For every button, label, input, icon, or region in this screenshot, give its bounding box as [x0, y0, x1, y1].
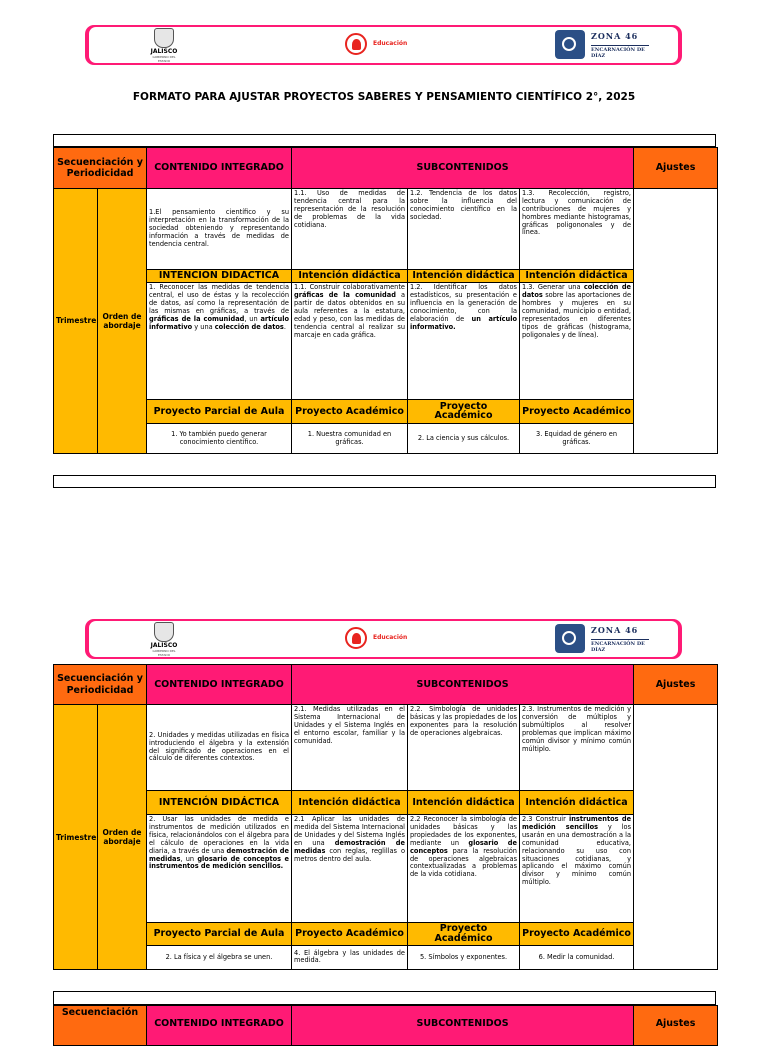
project-label: Proyecto Académico	[520, 923, 634, 946]
orden-cell: Orden de abordaje	[98, 188, 147, 453]
empty-box-top	[53, 134, 716, 147]
header-ajustes: Ajustes	[634, 1006, 718, 1046]
trimestre-cell: Trimestre	[54, 188, 98, 453]
jalisco-logo	[149, 622, 179, 657]
jalisco-logo	[149, 28, 179, 63]
subcontenido-cell: 2.2. Simbología de unidades básicas y las propiedades de los exponentes para la resolución de operaciones algebraicas.	[408, 705, 520, 791]
intent-text: 1.1. Construir colaborativamente gráficas de la comunidad a partir de datos obtenidos en su aula referentes a la estatura, edad y peso, con las medidas de tendencia central al realizar su marcaje en cada gráfica.	[292, 283, 408, 400]
project-value: 3. Equidad de género en gráficas.	[520, 424, 634, 454]
intent-label: Intención didáctica	[520, 791, 634, 815]
planning-table-3	[53, 1005, 718, 1046]
ajustes-cell	[634, 188, 718, 453]
jalisco-crest-icon	[154, 622, 174, 642]
jalisco-label: JALISCO	[150, 48, 178, 55]
header-ajustes: Ajustes	[634, 665, 718, 705]
intent-text: 2.2 Reconocer la simbología de unidades básicas y las propiedades de los exponentes, mediante un glosario de conceptos para la resolución de operaciones algebraicas contextualizadas a problemas de la vida cotidiana.	[408, 815, 520, 923]
zona-title: ZONA 46	[591, 625, 639, 635]
project-label: Proyecto Parcial de Aula	[147, 399, 292, 424]
project-value: 2. La física y el álgebra se unen.	[147, 945, 292, 969]
jalisco-sub-label: GOBIERNO DEL ESTADO	[152, 55, 176, 63]
subcontenido-cell: 2.3. Instrumentos de medición y conversión de múltiplos y submúltiplos al resolver problemas que implican máximo común divisor y mínimo común múltiplo.	[520, 705, 634, 791]
project-value: 1. Yo también puedo generar conocimiento científico.	[147, 424, 292, 454]
header-secuenciacion: Secuenciación	[54, 1006, 147, 1046]
header-ajustes: Ajustes	[634, 148, 718, 189]
subcontenido-cell: 1.2. Tendencia de los datos sobre la influencia del conocimiento científico en la sociedad.	[408, 188, 520, 269]
header-secuenciacion: Secuenciación y Periodicidad	[54, 148, 147, 189]
planning-table-2	[53, 664, 718, 970]
jalisco-crest-icon	[154, 28, 174, 48]
intent-text: 2.3 Construir instrumentos de medición sencillos y los usarán en una demostración a la comunidad educativa, relacionando su uso con situaciones cotidianas, y aplicando el máximo común divisor y mínimo común múltiplo.	[520, 815, 634, 923]
educacion-mark-icon	[345, 627, 367, 649]
empty-box-bottom	[53, 475, 716, 488]
intent-text: 1. Reconocer las medidas de tendencia central, el uso de éstas y la recolección de datos, así como la representación de las mismas en gráficas, a través de gráficas de la comunidad, un artículo informativo y una colección de datos.	[147, 283, 292, 400]
subcontenido-cell: 2.1. Medidas utilizadas en el Sistema Internacional de Unidades y el Sistema Inglés en el entorno escolar, familiar y la comunidad.	[292, 705, 408, 791]
document-title: FORMATO PARA AJUSTAR PROYECTOS SABERES Y PENSAMIENTO CIENTÍFICO 2°, 2025	[132, 91, 636, 103]
planning-table-1	[53, 147, 718, 454]
project-value: 6. Medir la comunidad.	[520, 945, 634, 969]
project-label: Proyecto Académico	[408, 399, 520, 424]
intent-label: INTENCIÓN DIDÁCTICA	[147, 269, 292, 282]
project-label: Proyecto Académico	[408, 923, 520, 946]
header-banner	[85, 619, 682, 659]
ajustes-cell	[634, 705, 718, 970]
project-value: 2. La ciencia y sus cálculos.	[408, 424, 520, 454]
intent-label: INTENCIÓN DIDÁCTICA	[147, 791, 292, 815]
zona-title: ZONA 46	[591, 31, 639, 41]
project-value: 5. Símbolos y exponentes.	[408, 945, 520, 969]
zona-seal-icon	[555, 30, 585, 59]
header-contenido: CONTENIDO INTEGRADO	[147, 148, 292, 189]
project-value: 4. El álgebra y las unidades de medida.	[292, 945, 408, 969]
intent-text: 1.3. Generar una colección de datos sobre las aportaciones de hombres y mujeres en su comunidad, municipio o entidad, representados en diferentes tipos de gráficas (histograma, poligonales y de línea).	[520, 283, 634, 400]
project-label: Proyecto Académico	[292, 923, 408, 946]
jalisco-label: JALISCO	[150, 642, 178, 649]
zona-subtitle: ENCARNACIÓN DE DÍAZ	[591, 45, 649, 59]
header-subcontenidos: SUBCONTENIDOS	[292, 1006, 634, 1046]
educacion-mark-icon	[345, 33, 367, 55]
trimestre-cell: Trimestre	[54, 705, 98, 970]
intent-text: 2. Usar las unidades de medida e instrumentos de medición utilizados en física, relacionándolos con el álgebra para el cálculo de operaciones en la vida diaria, a través de una demostración de medidas, un glosario de conceptos e instrumentos de medición sencillos.	[147, 815, 292, 923]
header-contenido: CONTENIDO INTEGRADO	[147, 665, 292, 705]
intent-text: 2.1 Aplicar las unidades de medida del Sistema Internacional de Unidades y del Sistema Inglés en una demostración de medidas con reglas, reglillas o metros dentro del aula.	[292, 815, 408, 923]
intent-label: Intención didáctica	[408, 269, 520, 282]
project-label: Proyecto Parcial de Aula	[147, 923, 292, 946]
project-label: Proyecto Académico	[292, 399, 408, 424]
zona-subtitle: ENCARNACIÓN DE DÍAZ	[591, 639, 649, 653]
zona-seal-icon	[555, 624, 585, 653]
orden-cell: Orden de abordaje	[98, 705, 147, 970]
educacion-label: Educación	[373, 634, 408, 641]
header-banner	[85, 25, 682, 65]
intent-label: Intención didáctica	[292, 269, 408, 282]
zona-logo	[555, 30, 649, 60]
educacion-logo	[345, 33, 413, 57]
contenido-cell: 1.El pensamiento científico y su interpretación en la transformación de la sociedad obteniendo y representando información a través de medidas de tendencia central.	[147, 188, 292, 269]
jalisco-sub-label: GOBIERNO DEL ESTADO	[152, 649, 176, 657]
educacion-logo	[345, 627, 413, 651]
contenido-cell: 2. Unidades y medidas utilizadas en física introduciendo el álgebra y la extensión del significado de operaciones en el cálculo de diferentes contextos.	[147, 705, 292, 791]
intent-label: Intención didáctica	[292, 791, 408, 815]
subcontenido-cell: 1.1. Uso de medidas de tendencia central para la representación de la resolución de problemas de la vida cotidiana.	[292, 188, 408, 269]
subcontenido-cell: 1.3. Recolección, registro, lectura y comunicación de contribuciones de mujeres y hombres mediante histogramas, gráficas poligononales y de línea.	[520, 188, 634, 269]
intent-label: Intención didáctica	[408, 791, 520, 815]
header-subcontenidos: SUBCONTENIDOS	[292, 148, 634, 189]
project-value: 1. Nuestra comunidad en gráficas.	[292, 424, 408, 454]
empty-box-top	[53, 991, 716, 1005]
zona-logo	[555, 624, 649, 654]
intent-label: Intención didáctica	[520, 269, 634, 282]
header-secuenciacion: Secuenciación y Periodicidad	[54, 665, 147, 705]
educacion-label: Educación	[373, 40, 408, 47]
header-subcontenidos: SUBCONTENIDOS	[292, 665, 634, 705]
intent-text: 1.2. Identificar los datos estadísticos, su presentación e influencia en la generación de conocimiento, con la elaboración de un artículo informativo.	[408, 283, 520, 400]
project-label: Proyecto Académico	[520, 399, 634, 424]
header-contenido: CONTENIDO INTEGRADO	[147, 1006, 292, 1046]
